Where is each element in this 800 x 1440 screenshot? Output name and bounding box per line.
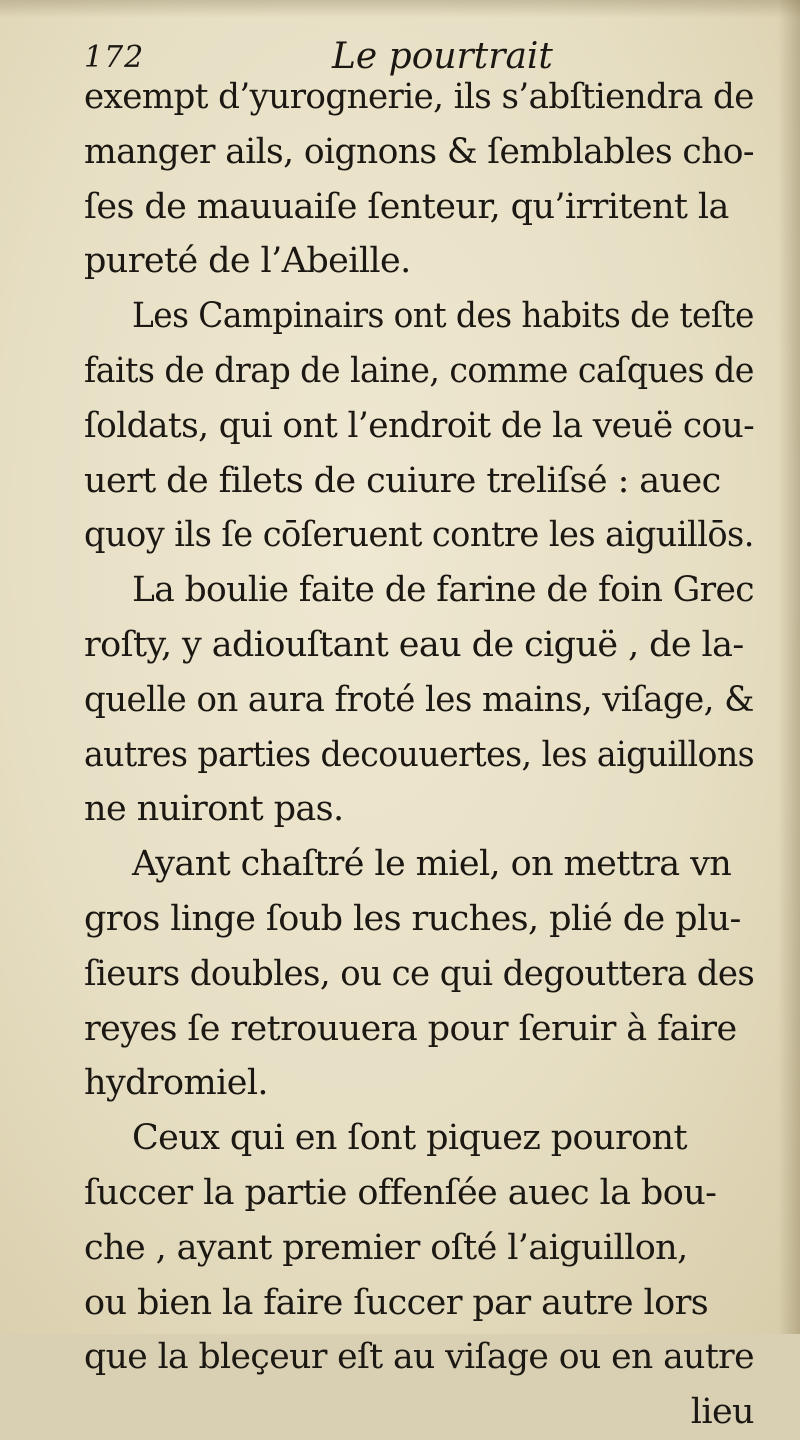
text-line: reyes ſe retrouuera pour ſeruir à faire (84, 1008, 737, 1049)
text-line: Ayant chaſtré le miel, on mettra vn (132, 844, 732, 885)
text-line: que la bleçeur eſt au viſage ou en autre (84, 1337, 755, 1378)
text-line: roſty, y adiouſtant eau de ciguë , de la- (84, 624, 744, 665)
text-line: uert de filets de cuiure treliſsé : auec (84, 460, 721, 501)
text-line: ſes de mauuaiſe ſenteur, qu’irritent la (84, 186, 729, 227)
text-line: ſieurs doubles, ou ce qui degouttera des (84, 953, 755, 994)
text-line: autres parties decouuertes, les aiguillons (84, 734, 755, 775)
running-title: Le pourtrait (332, 36, 553, 77)
text-line: quelle on aura froté les mains, viſage, & (84, 679, 754, 720)
text-line: gros linge ſoub les ruches, plié de plu- (84, 898, 741, 939)
text-line: pureté de l’Abeille. (84, 241, 411, 282)
page-gutter-shadow (778, 0, 800, 1334)
text-line: quoy ils ſe cōſeruent contre les aiguillōs. (84, 515, 754, 556)
text-line: faits de drap de laine, comme caſques de (84, 350, 754, 391)
text-line: La boulie faite de farine de foin Grec (132, 570, 754, 611)
text-line: ſoldats, qui ont l’endroit de la veuë cou- (84, 405, 755, 446)
text-line: Les Campinairs ont des habits de teſte (132, 296, 754, 337)
text-line: ſuccer la partie offenſée auec la bou- (84, 1172, 717, 1213)
text-line: lieu (690, 1392, 754, 1433)
text-line: hydromiel. (84, 1063, 268, 1104)
text-line: che , ayant premier oſté l’aiguillon, (84, 1227, 688, 1268)
body-text (84, 70, 754, 1440)
page-top-shadow (0, 0, 800, 18)
text-line: exempt d’yurognerie, ils s’abſtiendra de (84, 77, 754, 117)
text-line: ne nuiront pas. (84, 789, 344, 830)
page-number: 172 (84, 40, 145, 75)
text-line: ou bien la faire ſuccer par autre lors (84, 1282, 709, 1323)
text-line: manger ails, oignons & ſemblables cho- (84, 131, 755, 172)
text-line: Ceux qui en ſont piquez pouront (132, 1118, 687, 1159)
